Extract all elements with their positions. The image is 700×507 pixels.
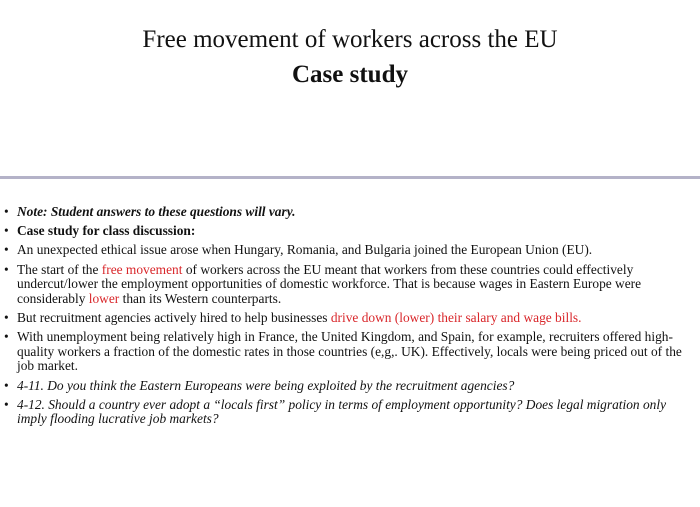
bullet-dot-icon: • xyxy=(4,223,9,239)
bullet-question-4-11 xyxy=(4,379,696,394)
free-movement-highlight: free movement xyxy=(101,261,183,277)
unemployment-text: With unemployment being relatively high in France, the United Kingdom, and Spain, for example, recruiters offered high-quality workers a fraction of the domestic rates in those countries (e,g,. UK). Effectively, locals were being priced out of the job market. xyxy=(17,329,682,374)
bullet-unexpected xyxy=(4,243,696,258)
case-study-text: Case study for class discussion: xyxy=(17,223,196,239)
bullet-dot-icon: • xyxy=(4,377,9,393)
bullet-dot-icon: • xyxy=(4,261,9,277)
bullet-dot-icon: • xyxy=(4,242,9,258)
slide-subtitle: Case study xyxy=(292,61,408,88)
bullet-list xyxy=(4,205,696,431)
bullet-dot-icon: • xyxy=(4,204,9,219)
bullet-note xyxy=(4,205,696,220)
unexpected-text: An unexpected ethical issue arose when Hungary, Romania, and Bulgaria joined the European Union (EU). xyxy=(17,242,593,258)
bullet-free-movement xyxy=(4,263,696,307)
bullet-dot-icon: • xyxy=(4,309,9,325)
recruitment-text: But recruitment agencies actively hired to help businesses xyxy=(17,309,331,325)
bullet-unemployment xyxy=(4,330,696,374)
recruitment-highlight: drive down (lower) their salary and wage bills. xyxy=(330,309,582,325)
note-text: Note: Student answers to these questions will vary. xyxy=(17,204,296,219)
free-movement-text-a: The start of the xyxy=(17,261,102,277)
lower-highlight: lower xyxy=(88,290,120,306)
free-movement-text-b: of workers across the EU meant that workers from these countries could effectively undercut/lower the employment opportunities of domestic workforce. That is because wages in Eastern Europe were considerably xyxy=(17,261,642,306)
divider-line xyxy=(0,176,700,179)
bullet-case-study xyxy=(4,224,696,239)
bullet-dot-icon: • xyxy=(4,396,9,412)
question-4-12-text: 4-12. Should a country ever adopt a “locals first” policy in terms of employment opportunity? Does legal migration only imply flooding lucrative job markets? xyxy=(17,396,667,427)
bullet-dot-icon: • xyxy=(4,329,9,345)
free-movement-text-c: than its Western counterparts. xyxy=(119,290,282,306)
question-4-11-text: 4-11. Do you think the Eastern Europeans were being exploited by the recruitment agencies? xyxy=(17,377,515,393)
slide-title: Free movement of workers across the EU xyxy=(142,26,558,53)
bullet-recruitment xyxy=(4,311,696,326)
bullet-question-4-12 xyxy=(4,398,696,427)
